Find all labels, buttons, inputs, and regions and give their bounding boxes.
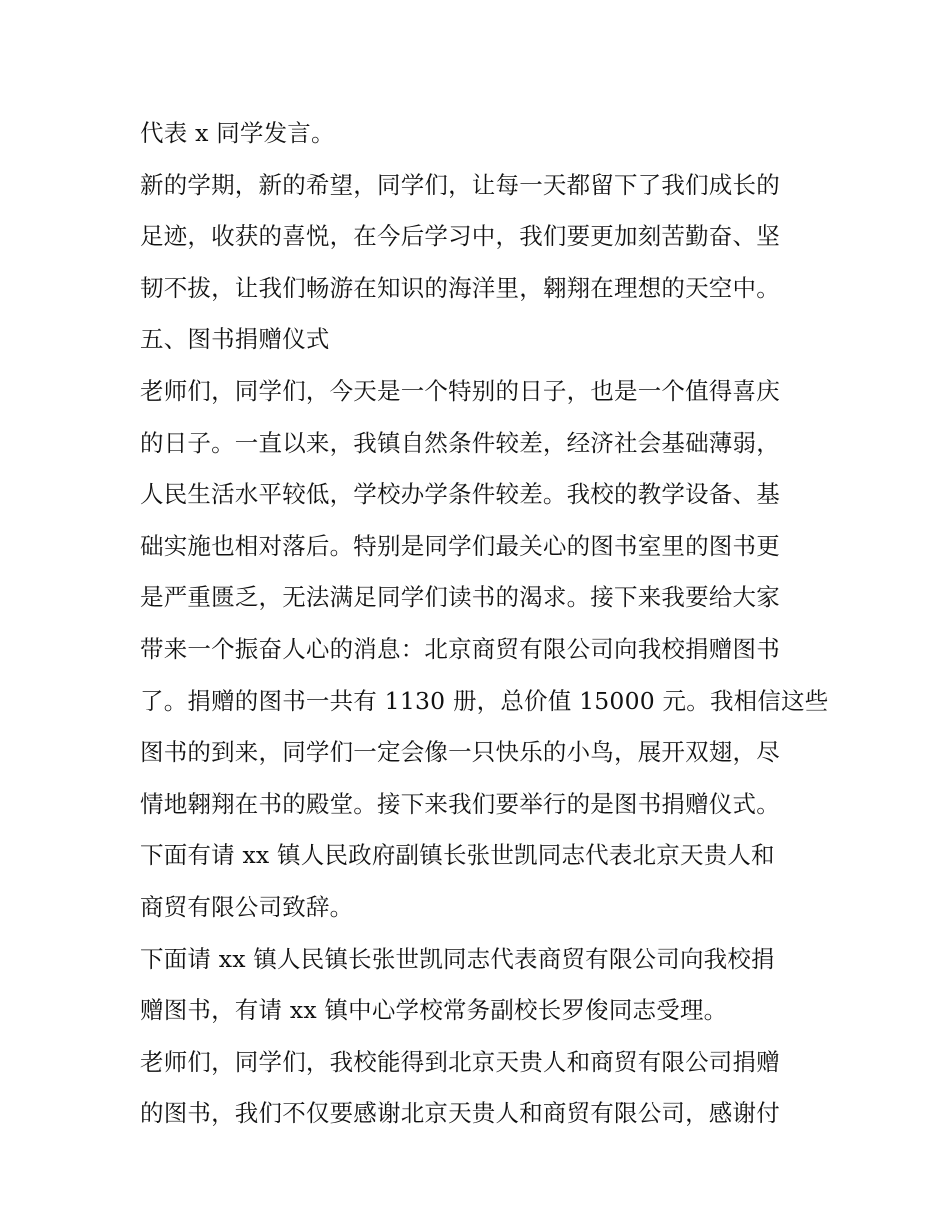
text-line: 韧不拔，让我们畅游在知识的海洋里，翱翔在理想的天空中。 xyxy=(140,273,780,302)
text-line: 商贸有限公司致辞。 xyxy=(140,892,354,921)
section-heading: 五、图书捐赠仪式 xyxy=(140,325,330,354)
text-line: 足迹，收获的喜悦，在今后学习中，我们要更加刻苦勤奋、坚 xyxy=(140,222,780,251)
text-line: 图书的到来，同学们一定会像一只快乐的小鸟，展开双翅，尽 xyxy=(140,738,780,767)
text-line: 老师们，同学们，我校能得到北京天贵人和商贸有限公司捐赠 xyxy=(140,1047,780,1076)
text-line: 的图书，我们不仅要感谢北京天贵人和商贸有限公司，感谢付 xyxy=(140,1099,780,1128)
text-line: 赠图书，有请 xx 镇中心学校常务副校长罗俊同志受理。 xyxy=(140,996,728,1025)
text-line: 老师们，同学们，今天是一个特别的日子，也是一个值得喜庆 xyxy=(140,376,780,405)
text-line: 的日子。一直以来，我镇自然条件较差，经济社会基础薄弱， xyxy=(140,428,780,457)
text-line: 新的学期，新的希望，同学们，让每一天都留下了我们成长的 xyxy=(140,170,780,199)
text-line: 础实施也相对落后。特别是同学们最关心的图书室里的图书更 xyxy=(140,531,780,560)
text-line: 人民生活水平较低，学校办学条件较差。我校的教学设备、基 xyxy=(140,480,780,509)
text-line: 带来一个振奋人心的消息：北京商贸有限公司向我校捐赠图书 xyxy=(140,634,780,663)
text-line: 代表 x 同学发言。 xyxy=(140,119,335,147)
text-line: 是严重匮乏，无法满足同学们读书的渴求。接下来我要给大家 xyxy=(140,583,780,612)
document-body xyxy=(140,108,829,1140)
text-line: 情地翱翔在书的殿堂。接下来我们要举行的是图书捐赠仪式。 xyxy=(140,789,780,818)
text-line: 下面有请 xx 镇人民政府副镇长张世凯同志代表北京天贵人和 xyxy=(140,841,775,870)
text-line: 下面请 xx 镇人民镇长张世凯同志代表商贸有限公司向我校捐 xyxy=(140,944,775,973)
text-line: 了。捐赠的图书一共有 1130 册，总价值 15000 元。我相信这些 xyxy=(140,686,829,715)
